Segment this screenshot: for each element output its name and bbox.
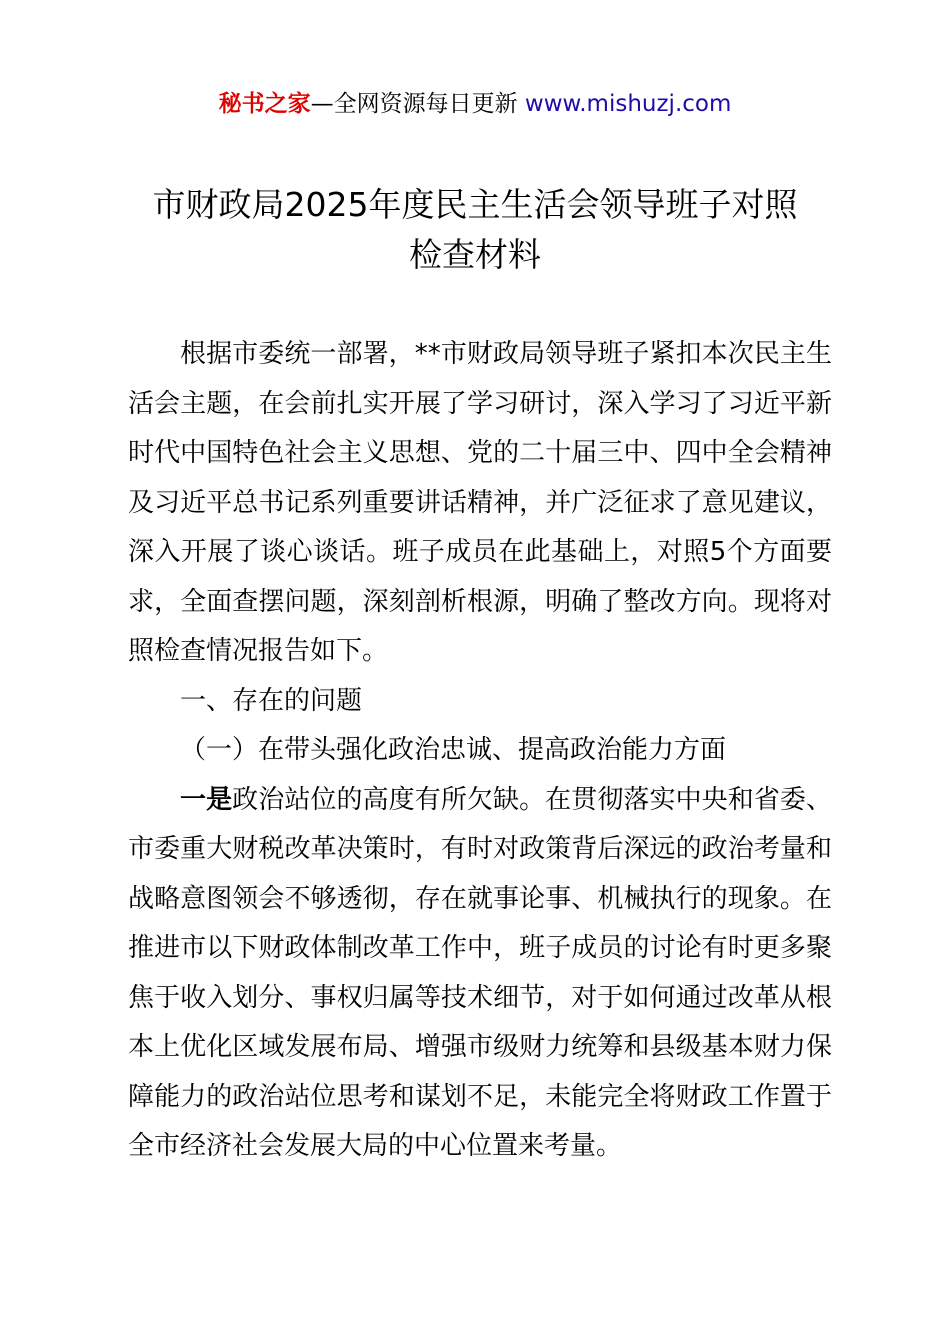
point-text: 政治站位的高度有所欠缺。在贯彻落实中央和省委、市委重大财税改革决策时，有时对政策背后深远的政治考量和战略意图领会不够透彻，存在就事论事、机械执行的现象。在推进市以下财政体制改革工作中，班子成员的讨论有时更多聚焦于收入划分、事权归属等技术细节，对于如何通过改革从根本上优化区域发展布局、增强市级财力统筹和县级基本财力保障能力的政治站位思考和谋划不足，未能完全将财政工作置于全市经济社会发展大局的中心位置来考量。 <box>128 784 832 1161</box>
site-url-link[interactable]: www.mishuzj.com <box>524 91 732 117</box>
document-body <box>128 330 832 1172</box>
document-title-line-2: 检查材料 <box>409 235 541 274</box>
site-name: 秘书之家 <box>218 91 311 117</box>
subsection-heading: （一）在带头强化政治忠诚、提高政治能力方面 <box>180 735 727 765</box>
document-title-line-1: 市财政局2025年度民主生活会领导班子对照 <box>152 185 798 224</box>
site-header <box>0 86 950 122</box>
point-paragraph <box>128 776 832 1172</box>
section-heading: 一、存在的问题 <box>180 685 363 716</box>
site-tagline: —全网资源每日更新 <box>310 91 525 117</box>
document-title <box>100 180 850 280</box>
point-lead: 一是 <box>180 784 233 815</box>
intro-paragraph: 根据市委统一部署，**市财政局领导班子紧扣本次民主生活会主题，在会前扎实开展了学习研讨，深入学习了习近平新时代中国特色社会主义思想、党的二十届三中、四中全会精神及习近平总书记系列重要讲话精神，并广泛征求了意见建议，深入开展了谈心谈话。班子成员在此基础上，对照5个方面要求，全面查摆问题，深刻剖析根源，明确了整改方向。现将对照检查情况报告如下。 <box>128 339 832 666</box>
